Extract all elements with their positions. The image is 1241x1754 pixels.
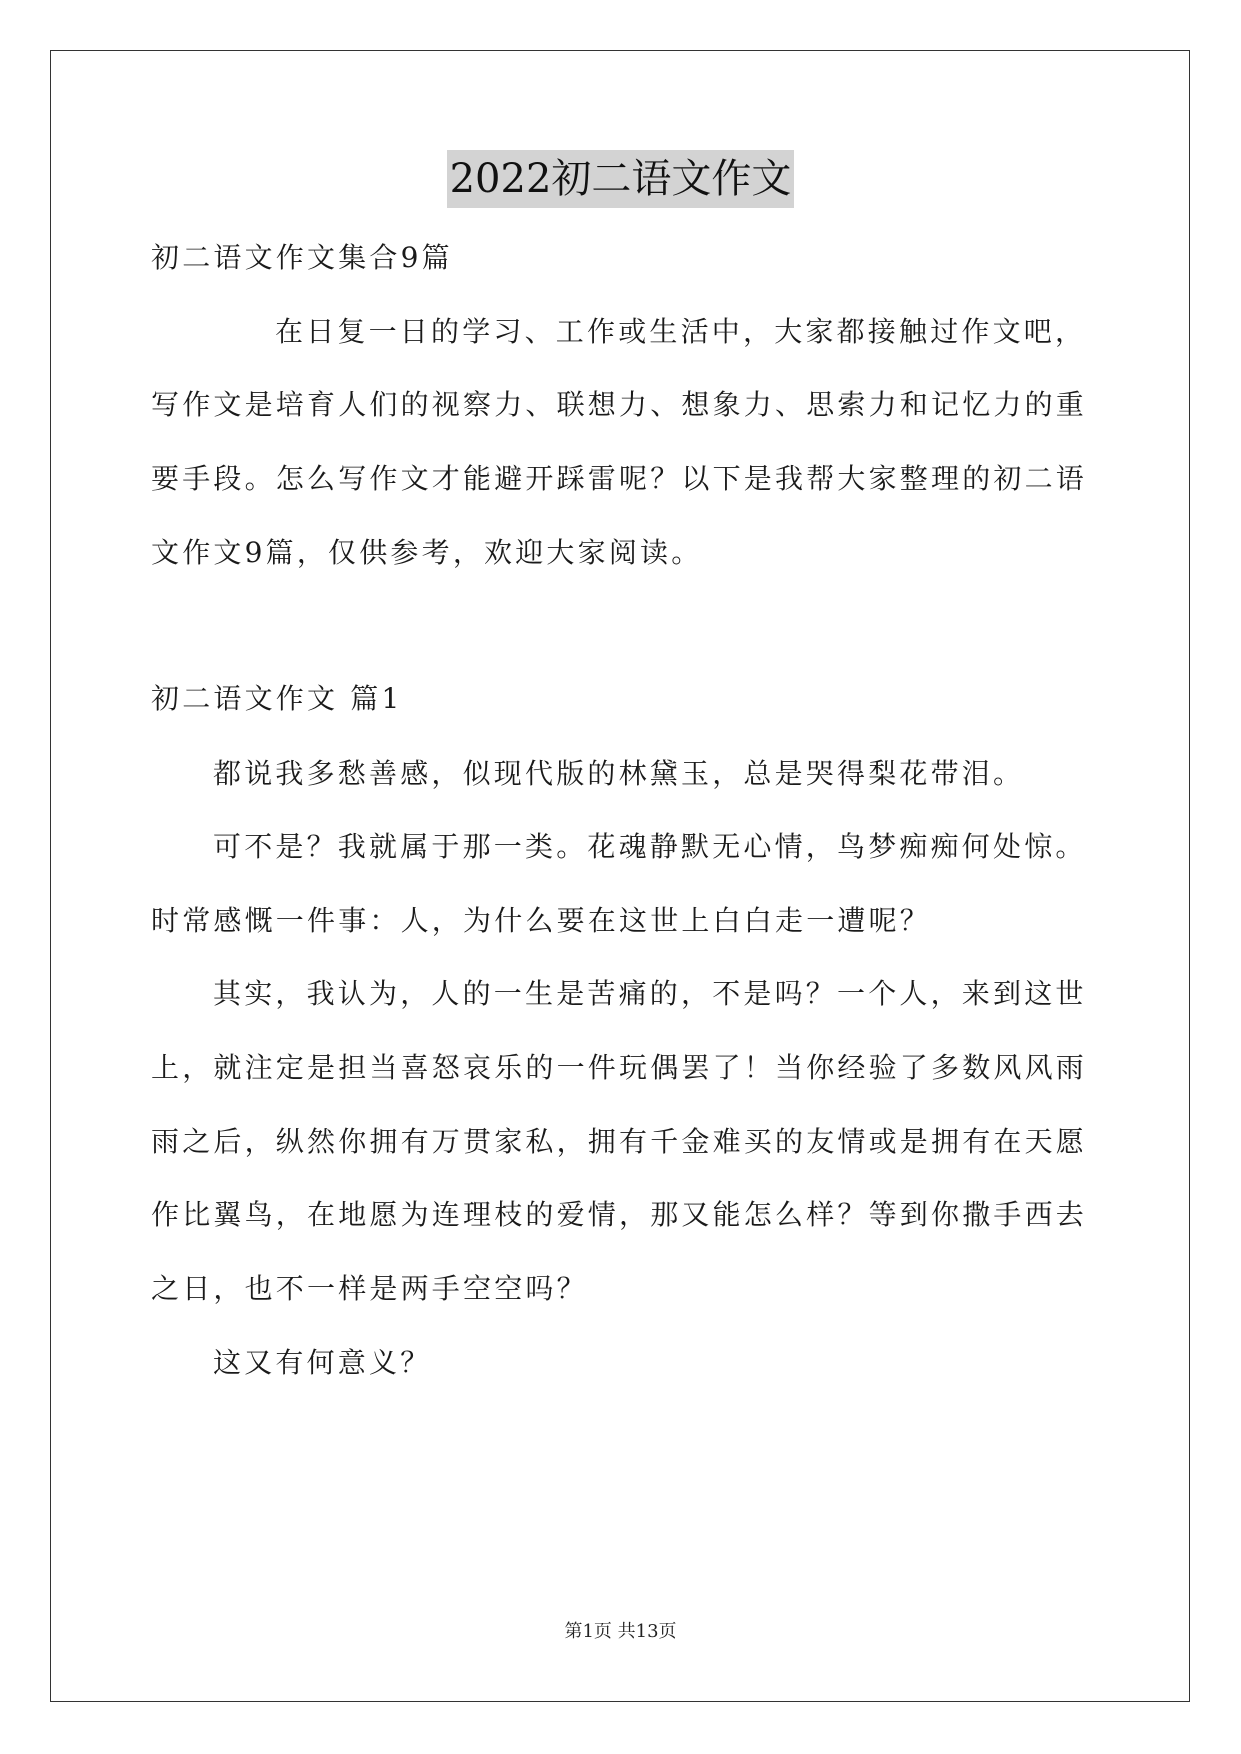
section-heading: 初二语文作文 篇1 bbox=[151, 682, 403, 715]
body-line-5: 上，就注定是担当喜怒哀乐的一件玩偶罢了！当你经验了多数风风雨 bbox=[151, 1051, 1088, 1084]
body-line-6: 雨之后，纵然你拥有万贯家私，拥有千金难买的友情或是拥有在天愿 bbox=[151, 1125, 1088, 1158]
document-title: 2022初二语文作文 bbox=[447, 150, 795, 208]
body-line-2: 可不是？我就属于那一类。花魂静默无心情，鸟梦痴痴何处惊。 bbox=[213, 830, 1087, 863]
body-line-4: 其实，我认为，人的一生是苦痛的，不是吗？一个人，来到这世 bbox=[213, 977, 1087, 1010]
body-line-7: 作比翼鸟，在地愿为连理枝的爱情，那又能怎么样？等到你撒手西去 bbox=[151, 1198, 1088, 1231]
page-border bbox=[50, 50, 1190, 1702]
subtitle: 初二语文作文集合9篇 bbox=[151, 241, 453, 274]
body-line-3: 时常感慨一件事：人，为什么要在这世上白白走一遭呢？ bbox=[151, 904, 932, 937]
body-line-1: 都说我多愁善感，似现代版的林黛玉，总是哭得梨花带泪。 bbox=[213, 757, 1025, 790]
page-footer: 第1页 共13页 bbox=[564, 1621, 677, 1642]
body-line-9: 这又有何意义？ bbox=[213, 1346, 432, 1379]
intro-line-1: 在日复一日的学习、工作或生活中，大家都接触过作文吧， bbox=[275, 315, 1087, 348]
body-line-8: 之日，也不一样是两手空空吗？ bbox=[151, 1272, 588, 1305]
title-container bbox=[0, 150, 1241, 208]
intro-line-2: 写作文是培育人们的视察力、联想力、想象力、思索力和记忆力的重 bbox=[151, 388, 1088, 421]
intro-line-4: 文作文9篇，仅供参考，欢迎大家阅读。 bbox=[151, 536, 703, 569]
intro-line-3: 要手段。怎么写作文才能避开踩雷呢？以下是我帮大家整理的初二语 bbox=[151, 462, 1088, 495]
